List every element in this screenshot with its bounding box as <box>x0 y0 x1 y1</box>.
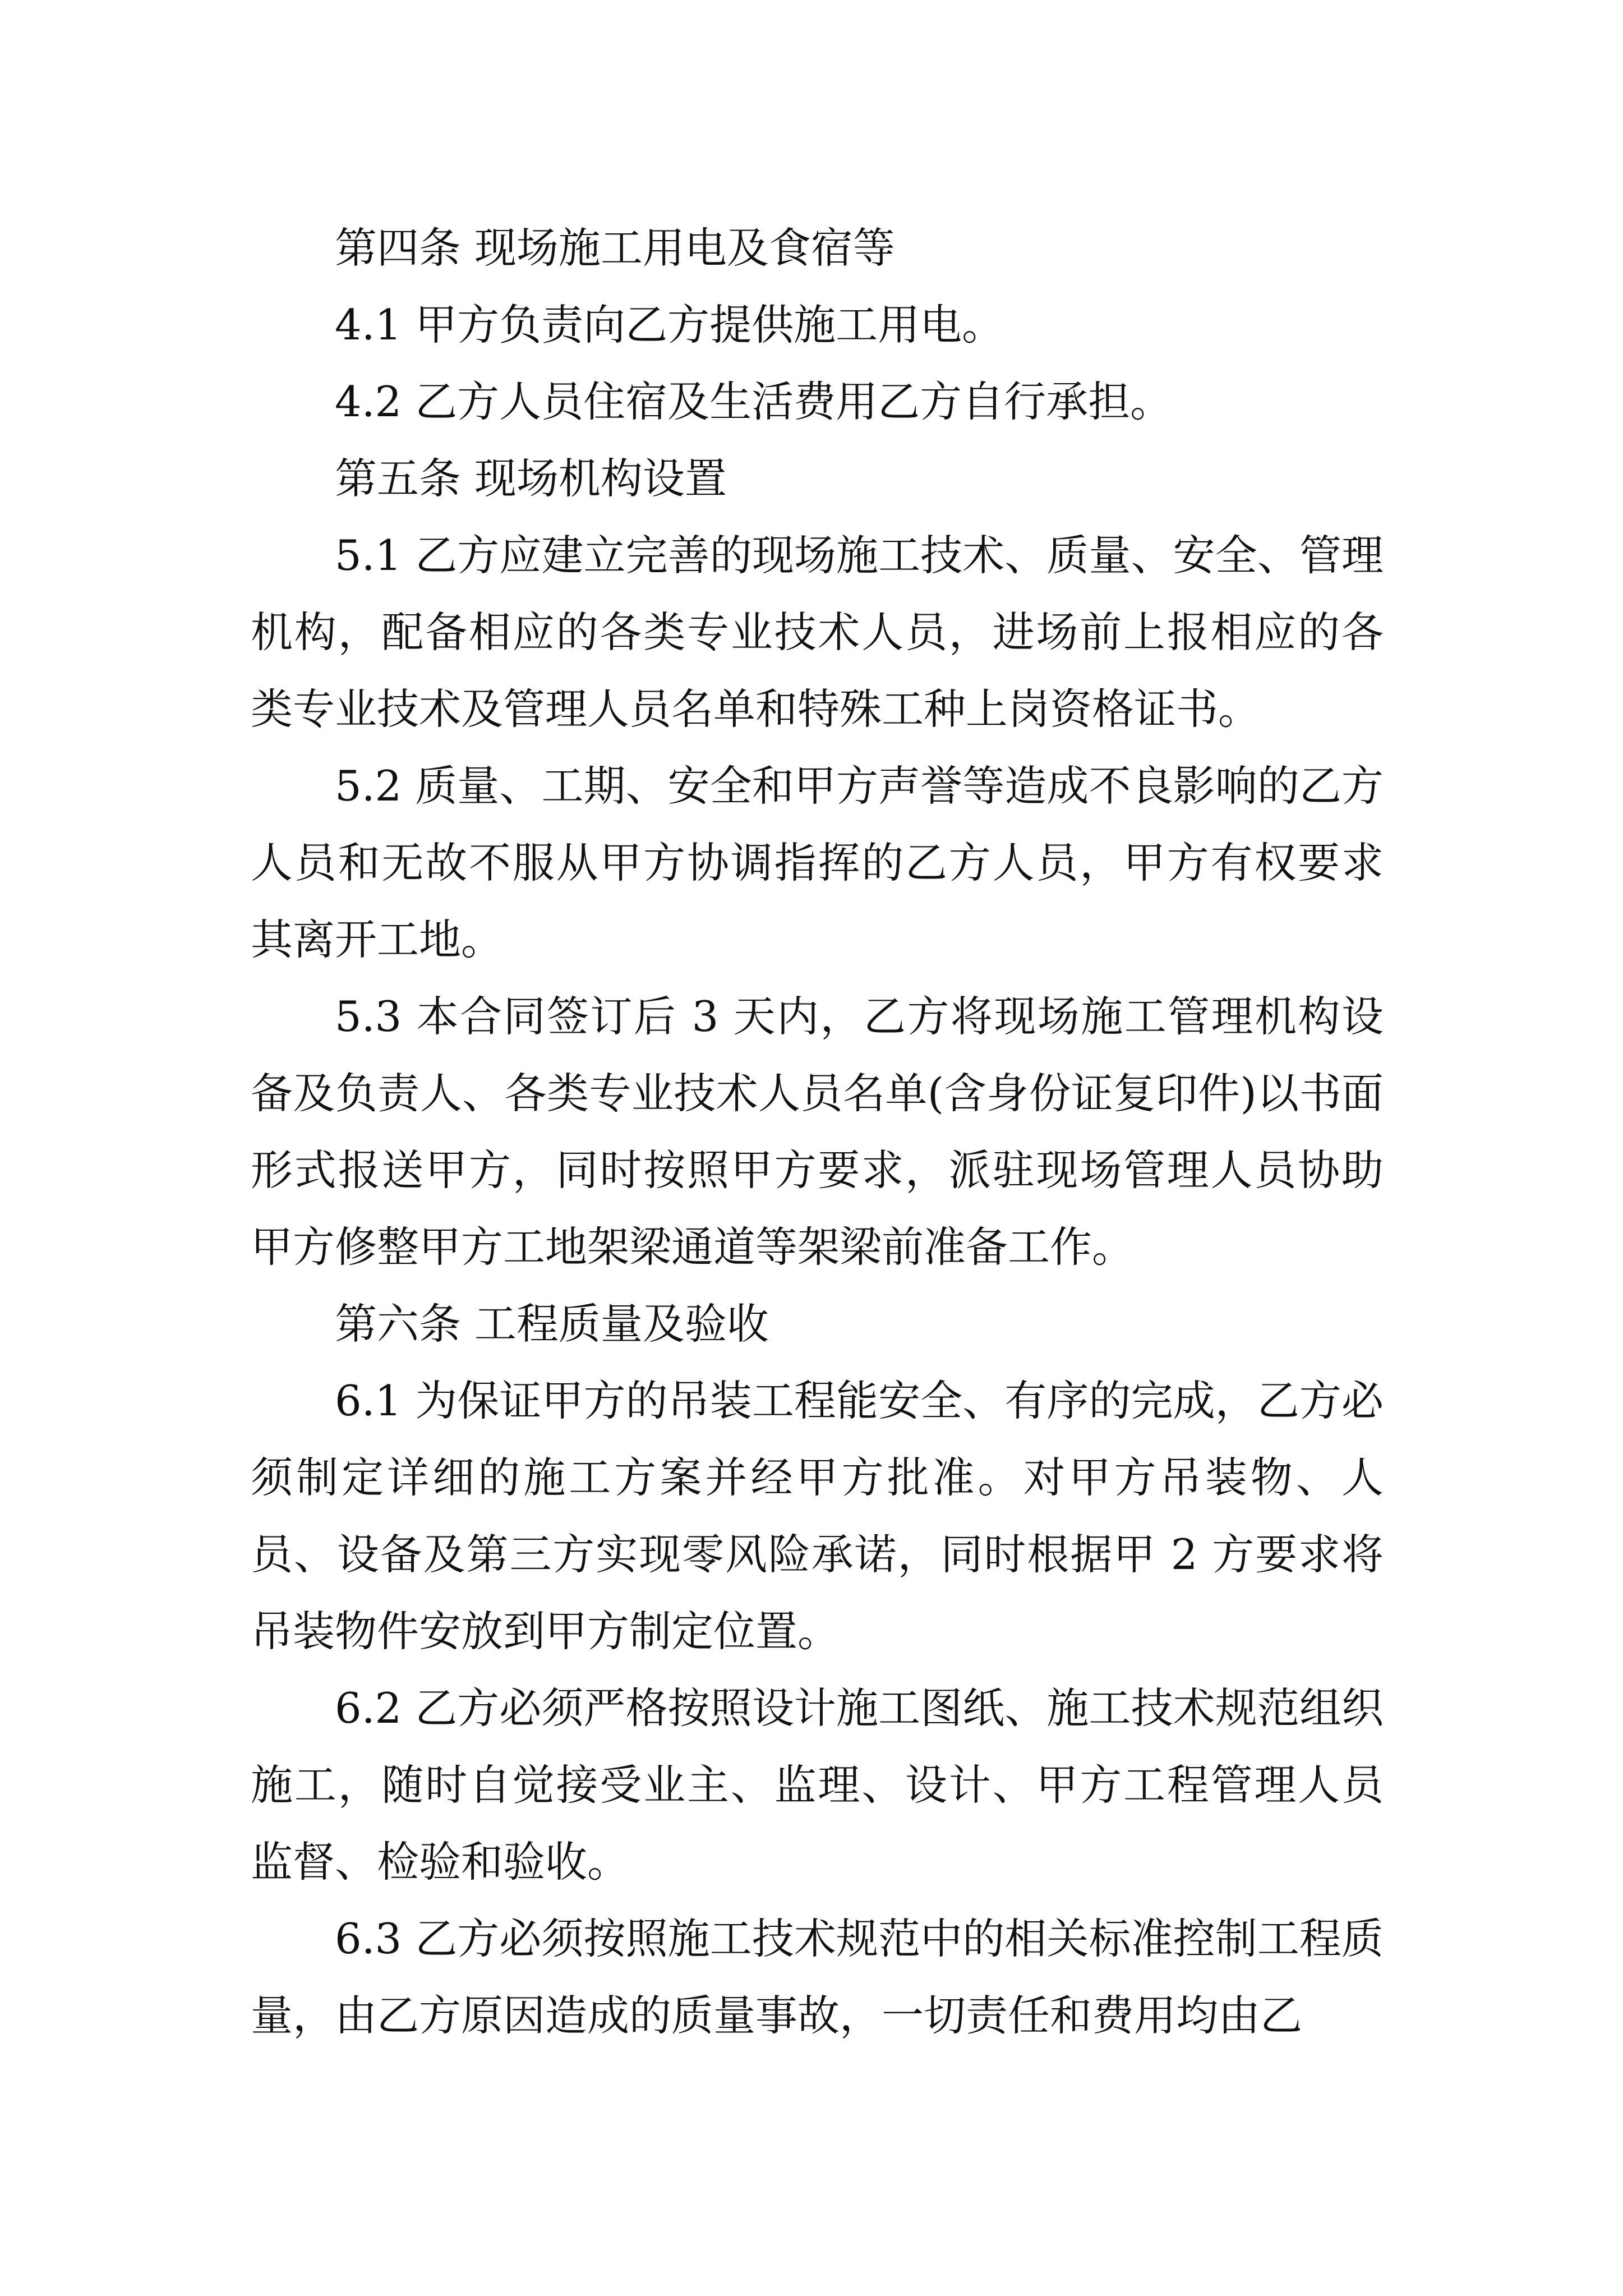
document-body <box>251 210 1384 2054</box>
clause-5-3: 5.3 本合同签订后 3 天内，乙方将现场施工管理机构设备及负责人、各类专业技术人员名单(含身份证复印件)以书面形式报送甲方，同时按照甲方要求，派驻现场管理人员协助甲方修整甲方工地架梁通道等架梁前准备工作。 <box>251 992 1384 1272</box>
section-heading-5: 第五条 现场机构设置 <box>335 454 727 503</box>
clause-4-1: 4.1 甲方负责向乙方提供施工用电。 <box>335 300 1004 349</box>
section-heading-6: 第六条 工程质量及验收 <box>335 1299 769 1349</box>
clause-4-2: 4.2 乙方人员住宿及生活费用乙方自行承担。 <box>335 377 1173 426</box>
clause-6-2: 6.2 乙方必须严格按照设计施工图纸、施工技术规范组织施工，随时自觉接受业主、监理、设计、甲方工程管理人员监督、检验和验收。 <box>251 1683 1384 1887</box>
clause-6-3: 6.3 乙方必须按照施工技术规范中的相关标准控制工程质量，由乙方原因造成的质量事故，一切责任和费用均由乙 <box>251 1914 1384 2040</box>
clause-5-1: 5.1 乙方应建立完善的现场施工技术、质量、安全、管理机构，配备相应的各类专业技术人员，进场前上报相应的各类专业技术及管理人员名单和特殊工种上岗资格证书。 <box>251 531 1384 734</box>
clause-6-1: 6.1 为保证甲方的吊装工程能安全、有序的完成，乙方必须制定详细的施工方案并经甲方批准。对甲方吊装物、人员、设备及第三方实现零风险承诺，同时根据甲 2 方要求将吊装物件安放到甲方制定位置。 <box>251 1376 1384 1656</box>
section-heading-4: 第四条 现场施工用电及食宿等 <box>335 223 895 273</box>
clause-5-2: 5.2 质量、工期、安全和甲方声誉等造成不良影响的乙方人员和无故不服从甲方协调指挥的乙方人员，甲方有权要求其离开工地。 <box>251 761 1384 964</box>
